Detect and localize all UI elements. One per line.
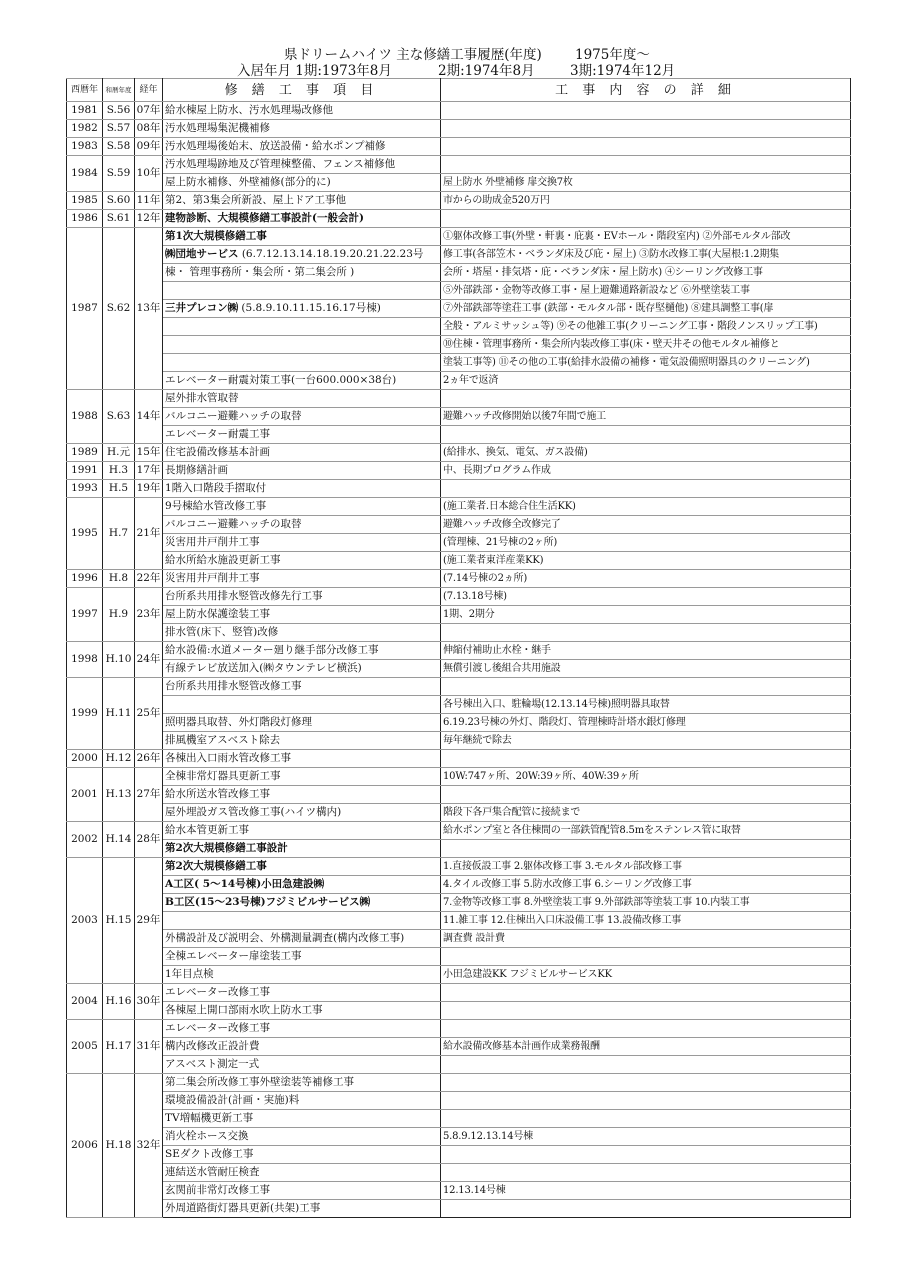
- year-cell: 1984: [67, 156, 103, 192]
- work-detail-cell: 階段下各戸集合配管に接続まで: [441, 804, 851, 822]
- work-item-cell: [163, 912, 441, 930]
- work-detail-cell: ⑤外部鉄部・金物等改修工事・屋上避難通路新設など ⑥外壁塗装工事: [441, 282, 851, 300]
- table-row: [67, 1002, 851, 1020]
- work-detail-cell: 調査費 設計費: [441, 930, 851, 948]
- work-detail-cell: (施工業者東洋産業KK): [441, 552, 851, 570]
- work-item-cell: 給水所送水管改修工事: [163, 786, 441, 804]
- work-item-cell: 台所系共用排水竪管改修先行工事: [163, 588, 441, 606]
- table-row: [67, 588, 851, 606]
- work-item-cell: 全棟エレベーター扉塗装工事: [163, 948, 441, 966]
- work-detail-cell: [441, 750, 851, 768]
- era-cell: S.56: [103, 102, 135, 120]
- work-item-cell: 連結送水管耐圧検査: [163, 1164, 441, 1182]
- age-cell: 14年: [135, 390, 163, 444]
- age-cell: 22年: [135, 570, 163, 588]
- table-row: [67, 120, 851, 138]
- year-cell: 1988: [67, 390, 103, 444]
- work-detail-cell: ⑩住棟・管理事務所・集会所内装改修工事(床・壁天井その他モルタル補修と: [441, 336, 851, 354]
- work-detail-cell: [441, 480, 851, 498]
- table-row: [67, 786, 851, 804]
- work-item-cell: 災害用井戸削井工事: [163, 534, 441, 552]
- work-item-cell: 各棟屋上開口部雨水吹上防水工事: [163, 1002, 441, 1020]
- era-cell: S.63: [103, 390, 135, 444]
- age-cell: 29年: [135, 858, 163, 984]
- age-cell: 30年: [135, 984, 163, 1020]
- work-item-cell: 汚水処理場後始末、放送設備・給水ポンプ補修: [163, 138, 441, 156]
- table-row: [67, 1110, 851, 1128]
- era-cell: H.10: [103, 642, 135, 678]
- work-item-cell: 1年目点検: [163, 966, 441, 984]
- work-item-cell: 環境設備設計(計画・実施)料: [163, 1092, 441, 1110]
- work-item-cell: 住宅設備改修基本計画: [163, 444, 441, 462]
- table-row: [67, 966, 851, 984]
- work-item-cell: 第2次大規模修繕工事設計: [163, 840, 441, 858]
- work-item-cell: バルコニー避難ハッチの取替: [163, 408, 441, 426]
- table-row: [67, 1164, 851, 1182]
- work-detail-cell: [441, 1146, 851, 1164]
- work-item-cell: アスベスト測定一式: [163, 1056, 441, 1074]
- age-cell: 10年: [135, 156, 163, 192]
- work-item-cell: 9号棟給水管改修工事: [163, 498, 441, 516]
- era-cell: S.61: [103, 210, 135, 228]
- era-cell: H.8: [103, 570, 135, 588]
- table-row: [67, 390, 851, 408]
- work-detail-cell: 7.金物等改修工事 8.外壁塗装工事 9.外部鉄部等塗装工事 10.内装工事: [441, 894, 851, 912]
- era-cell: H.18: [103, 1074, 135, 1218]
- work-item-cell: 玄関前非常灯改修工事: [163, 1182, 441, 1200]
- table-row: [67, 246, 851, 264]
- col-header-year: 西暦年: [67, 79, 103, 102]
- work-item-cell: A工区( 5～14号棟)小田急建設㈱: [163, 876, 441, 894]
- col-header-age: 経年: [135, 79, 163, 102]
- year-cell: 1998: [67, 642, 103, 678]
- work-detail-cell: 伸縮付補助止水栓・継手: [441, 642, 851, 660]
- work-item-cell: エレベーター改修工事: [163, 984, 441, 1002]
- work-detail-cell: [441, 390, 851, 408]
- work-detail-cell: 2ヵ年で返済: [441, 372, 851, 390]
- age-cell: 24年: [135, 642, 163, 678]
- table-row: [67, 1056, 851, 1074]
- table-row: [67, 678, 851, 696]
- work-item-cell: 汚水処理場集泥機補修: [163, 120, 441, 138]
- table-row: [67, 930, 851, 948]
- work-item-cell: 外構設計及び説明会、外構測量調査(構内改修工事): [163, 930, 441, 948]
- document-since: 1975年度～: [575, 47, 650, 63]
- era-cell: S.60: [103, 192, 135, 210]
- work-detail-cell: 会所・塔屋・排気塔・庇・ベランダ床・屋上防水) ④シーリング改修工事: [441, 264, 851, 282]
- year-cell: 1997: [67, 588, 103, 642]
- age-cell: 27年: [135, 768, 163, 822]
- era-cell: S.59: [103, 156, 135, 192]
- work-detail-cell: [441, 210, 851, 228]
- work-item-cell: 災害用井戸削井工事: [163, 570, 441, 588]
- year-cell: 1996: [67, 570, 103, 588]
- era-cell: H.13: [103, 768, 135, 822]
- work-item-cell: [163, 282, 441, 300]
- table-row: [67, 1038, 851, 1056]
- work-detail-cell: [441, 1200, 851, 1218]
- work-item-cell: 汚水処理場跡地及び管理棟整備、フェンス補修他: [163, 156, 441, 174]
- work-item-cell: 台所系共用排水竪管改修工事: [163, 678, 441, 696]
- table-row: [67, 318, 851, 336]
- era-cell: S.58: [103, 138, 135, 156]
- work-detail-cell: ⑦外部鉄部等塗荘工事 (鉄部・モルタル部・既存堅樋他) ⑧建具調整工事(扉: [441, 300, 851, 318]
- col-header-item: 修 繕 工 事 項 目: [163, 79, 441, 102]
- table-row: [67, 660, 851, 678]
- work-detail-cell: [441, 138, 851, 156]
- table-row: [67, 426, 851, 444]
- work-detail-cell: (給排水、換気、電気、ガス設備): [441, 444, 851, 462]
- work-detail-cell: [441, 1074, 851, 1092]
- age-cell: 12年: [135, 210, 163, 228]
- table-row: [67, 498, 851, 516]
- age-cell: 07年: [135, 102, 163, 120]
- work-detail-cell: 給水設備改修基本計画作成業務報酬: [441, 1038, 851, 1056]
- table-row: [67, 750, 851, 768]
- age-cell: 09年: [135, 138, 163, 156]
- table-row: [67, 516, 851, 534]
- work-item-cell: 消火栓ホース交換: [163, 1128, 441, 1146]
- work-item-cell: 照明器具取替、外灯階段灯修理: [163, 714, 441, 732]
- work-detail-cell: [441, 624, 851, 642]
- table-row: [67, 732, 851, 750]
- work-item-cell: [163, 318, 441, 336]
- age-cell: 08年: [135, 120, 163, 138]
- work-detail-cell: 中、長期プログラム作成: [441, 462, 851, 480]
- work-detail-cell: [441, 840, 851, 858]
- work-item-cell: B工区(15～23号棟)フジミビルサービス㈱: [163, 894, 441, 912]
- table-row: [67, 822, 851, 840]
- work-item-cell: エレベーター耐震工事: [163, 426, 441, 444]
- work-item-cell: 外周道路街灯器具更新(共架)工事: [163, 1200, 441, 1218]
- work-detail-cell: ①躯体改修工事(外壁・軒裏・庇裏・EVホール・階段室内) ②外部モルタル部改: [441, 228, 851, 246]
- col-header-era: 和暦年度: [103, 79, 135, 102]
- era-cell: H.5: [103, 480, 135, 498]
- work-detail-cell: [441, 426, 851, 444]
- year-cell: 1989: [67, 444, 103, 462]
- year-cell: 1999: [67, 678, 103, 750]
- table-row: [67, 1146, 851, 1164]
- work-item-cell: バルコニー避難ハッチの取替: [163, 516, 441, 534]
- age-cell: 11年: [135, 192, 163, 210]
- year-cell: 1985: [67, 192, 103, 210]
- work-detail-cell: 無償引渡し後組合共用施設: [441, 660, 851, 678]
- work-detail-cell: (管理棟、21号棟の2ヶ所): [441, 534, 851, 552]
- age-cell: 26年: [135, 750, 163, 768]
- work-detail-cell: 4.タイル改修工事 5.防水改修工事 6.シーリング改修工事: [441, 876, 851, 894]
- era-cell: H.11: [103, 678, 135, 750]
- work-detail-cell: [441, 1056, 851, 1074]
- table-row: [67, 1020, 851, 1038]
- work-item-cell: 1階入口階段手摺取付: [163, 480, 441, 498]
- year-cell: 2003: [67, 858, 103, 984]
- age-cell: 28年: [135, 822, 163, 858]
- table-row: [67, 264, 851, 282]
- work-detail-cell: 修工事(各部笠木・ベランダ床及び庇・屋上) ③防水改修工事(大屋根:1.2期集: [441, 246, 851, 264]
- work-detail-cell: 各号棟出入口、駐輪場(12.13.14号棟)照明器具取替: [441, 696, 851, 714]
- era-cell: S.62: [103, 228, 135, 390]
- work-item-cell: 有線テレビ放送加入(㈱タウンテレビ横浜): [163, 660, 441, 678]
- work-detail-cell: 給水ポンプ室と各住棟間の一部鉄管配管8.5mをステンレス管に取替: [441, 822, 851, 840]
- table-row: [67, 1182, 851, 1200]
- table-row: [67, 1074, 851, 1092]
- age-cell: 32年: [135, 1074, 163, 1218]
- work-detail-cell: (7.14号棟の2ヵ所): [441, 570, 851, 588]
- table-row: [67, 552, 851, 570]
- table-row: [67, 210, 851, 228]
- work-item-cell: 三井プレコン㈱ (5.8.9.10.11.15.16.17号棟): [163, 300, 441, 318]
- work-detail-cell: [441, 1110, 851, 1128]
- year-cell: 1995: [67, 498, 103, 570]
- table-row: [67, 948, 851, 966]
- era-cell: H.14: [103, 822, 135, 858]
- table-body: [67, 102, 851, 1218]
- work-item-cell: [163, 336, 441, 354]
- work-item-cell: 構内改修改正設計費: [163, 1038, 441, 1056]
- table-row: [67, 156, 851, 174]
- table-row: [67, 336, 851, 354]
- age-cell: 17年: [135, 462, 163, 480]
- age-cell: 21年: [135, 498, 163, 570]
- table-row: [67, 354, 851, 372]
- move-in-phase2: 2期:1974年8月: [438, 63, 535, 79]
- work-item-cell: 第2次大規模修繕工事: [163, 858, 441, 876]
- table-row: [67, 138, 851, 156]
- repair-history-table: [66, 78, 851, 1218]
- table-row: [67, 408, 851, 426]
- year-cell: 1981: [67, 102, 103, 120]
- work-item-cell: 各棟出入口雨水管改修工事: [163, 750, 441, 768]
- work-item-cell: 第1次大規模修繕工事: [163, 228, 441, 246]
- table-row: [67, 894, 851, 912]
- move-in-phase3: 3期:1974年12月: [570, 63, 676, 79]
- work-detail-cell: 避難ハッチ改修全改修完了: [441, 516, 851, 534]
- table-row: [67, 858, 851, 876]
- era-cell: H.12: [103, 750, 135, 768]
- table-row: [67, 912, 851, 930]
- work-detail-cell: 塗装工事等) ⑪その他の工事(給排水設備の補修・電気設備照明器具のクリーニング): [441, 354, 851, 372]
- table-row: [67, 462, 851, 480]
- table-row: [67, 174, 851, 192]
- work-item-cell: 全棟非常灯器具更新工事: [163, 768, 441, 786]
- year-cell: 1983: [67, 138, 103, 156]
- table-row: [67, 606, 851, 624]
- age-cell: 15年: [135, 444, 163, 462]
- age-cell: 23年: [135, 588, 163, 642]
- table-row: [67, 444, 851, 462]
- work-detail-cell: 11.雑工事 12.住棟出入口床設備工事 13.設備改修工事: [441, 912, 851, 930]
- table-row: [67, 480, 851, 498]
- era-cell: H.7: [103, 498, 135, 570]
- work-item-cell: 第二集会所改修工事外壁塗装等補修工事: [163, 1074, 441, 1092]
- table-row: [67, 768, 851, 786]
- work-detail-cell: [441, 1164, 851, 1182]
- work-item-cell: 給水本管更新工事: [163, 822, 441, 840]
- work-detail-cell: [441, 1020, 851, 1038]
- work-item-cell: 給水設備:水道メーター廻り継手部分改修工事: [163, 642, 441, 660]
- work-item-cell: 排風機室アスベスト除去: [163, 732, 441, 750]
- era-cell: H.15: [103, 858, 135, 984]
- work-item-cell: 給水棟屋上防水、汚水処理場改修他: [163, 102, 441, 120]
- work-detail-cell: [441, 948, 851, 966]
- table-row: [67, 1092, 851, 1110]
- work-item-cell: 給水所給水施設更新工事: [163, 552, 441, 570]
- age-cell: 13年: [135, 228, 163, 390]
- year-cell: 2000: [67, 750, 103, 768]
- work-detail-cell: 市からの助成金520万円: [441, 192, 851, 210]
- work-item-cell: ㈱団地サービス (6.7.12.13.14.18.19.20.21.22.23号: [163, 246, 441, 264]
- work-detail-cell: 1.直接仮設工事 2.躯体改修工事 3.モルタル部改修工事: [441, 858, 851, 876]
- era-cell: H.16: [103, 984, 135, 1020]
- work-detail-cell: 10W:747ヶ所、20W:39ヶ所、40W:39ヶ所: [441, 768, 851, 786]
- table-header-row: [67, 79, 851, 102]
- work-item-cell: 屋上防水補修、外壁補修(部分的に): [163, 174, 441, 192]
- work-detail-cell: (7.13.18号棟): [441, 588, 851, 606]
- year-cell: 2004: [67, 984, 103, 1020]
- work-item-cell: 建物診断、大規模修繕工事設計(一般会計): [163, 210, 441, 228]
- move-in-phase1: 入居年月 1期:1973年8月: [237, 63, 392, 79]
- table-row: [67, 1128, 851, 1146]
- work-item-cell: 第2、第3集会所新設、屋上ドア工事他: [163, 192, 441, 210]
- year-cell: 1991: [67, 462, 103, 480]
- table-row: [67, 714, 851, 732]
- work-detail-cell: [441, 102, 851, 120]
- work-detail-cell: 全般・アルミサッシュ等) ⑨その他雑工事(クリーニング工事・階段ノンスリップ工事): [441, 318, 851, 336]
- work-detail-cell: (施工業者.日本総合住生活KK): [441, 498, 851, 516]
- work-item-cell: [163, 696, 441, 714]
- table-row: [67, 570, 851, 588]
- era-cell: H.3: [103, 462, 135, 480]
- era-cell: H.17: [103, 1020, 135, 1074]
- table-row: [67, 624, 851, 642]
- work-item-cell: [163, 354, 441, 372]
- table-row: [67, 642, 851, 660]
- work-item-cell: 長期修繕計画: [163, 462, 441, 480]
- table-row: [67, 192, 851, 210]
- age-cell: 25年: [135, 678, 163, 750]
- work-detail-cell: [441, 156, 851, 174]
- contractor-name: ㈱団地サービス: [165, 248, 239, 260]
- work-detail-cell: 6.19.23号棟の外灯、階段灯、管理棟時計塔水銀灯修理: [441, 714, 851, 732]
- era-cell: H.9: [103, 588, 135, 642]
- table-row: [67, 228, 851, 246]
- year-cell: 1987: [67, 228, 103, 390]
- table-row: [67, 282, 851, 300]
- work-detail-cell: 毎年継続で除去: [441, 732, 851, 750]
- work-detail-cell: [441, 984, 851, 1002]
- table-row: [67, 300, 851, 318]
- work-item-cell: エレベーター耐震対策工事(一台600.000×38台): [163, 372, 441, 390]
- year-cell: 2005: [67, 1020, 103, 1074]
- work-item-cell: エレベーター改修工事: [163, 1020, 441, 1038]
- work-detail-cell: 屋上防水 外壁補修 扉交換7枚: [441, 174, 851, 192]
- year-cell: 1982: [67, 120, 103, 138]
- work-item-cell: 屋外排水管取替: [163, 390, 441, 408]
- work-item-cell: 屋外埋設ガス管改修工事(ハイツ構内): [163, 804, 441, 822]
- table-row: [67, 840, 851, 858]
- work-detail-cell: [441, 120, 851, 138]
- table-row: [67, 696, 851, 714]
- work-detail-cell: [441, 1002, 851, 1020]
- work-item-cell: TV増幅機更新工事: [163, 1110, 441, 1128]
- work-item-cell: 排水管(床下、竪管)改修: [163, 624, 441, 642]
- work-detail-cell: [441, 786, 851, 804]
- table-row: [67, 876, 851, 894]
- year-cell: 2006: [67, 1074, 103, 1218]
- col-header-detail: 工 事 内 容 の 詳 細: [441, 79, 851, 102]
- table-row: [67, 372, 851, 390]
- year-cell: 2001: [67, 768, 103, 822]
- table-row: [67, 804, 851, 822]
- work-item-cell: 棟・ 管理事務所・集会所・第二集会所 ): [163, 264, 441, 282]
- age-cell: 19年: [135, 480, 163, 498]
- table-row: [67, 1200, 851, 1218]
- table-row: [67, 984, 851, 1002]
- contractor-name: 三井プレコン㈱: [165, 302, 239, 314]
- year-cell: 1986: [67, 210, 103, 228]
- table-row: [67, 102, 851, 120]
- work-item-cell: SEダクト改修工事: [163, 1146, 441, 1164]
- work-detail-cell: [441, 1092, 851, 1110]
- document-title: 県ドリームハイツ 主な修繕工事履歴(年度): [284, 47, 542, 63]
- work-detail-cell: 12.13.14号棟: [441, 1182, 851, 1200]
- work-detail-cell: 5.8.9.12.13.14号棟: [441, 1128, 851, 1146]
- age-cell: 31年: [135, 1020, 163, 1074]
- work-detail-cell: 避難ハッチ改修開始以後7年間で施工: [441, 408, 851, 426]
- work-item-cell: 屋上防水保護塗装工事: [163, 606, 441, 624]
- table-row: [67, 534, 851, 552]
- era-cell: H.元: [103, 444, 135, 462]
- era-cell: S.57: [103, 120, 135, 138]
- work-detail-cell: 小田急建設KK フジミビルサービスKK: [441, 966, 851, 984]
- year-cell: 1993: [67, 480, 103, 498]
- year-cell: 2002: [67, 822, 103, 858]
- work-detail-cell: 1期、2期分: [441, 606, 851, 624]
- work-detail-cell: [441, 678, 851, 696]
